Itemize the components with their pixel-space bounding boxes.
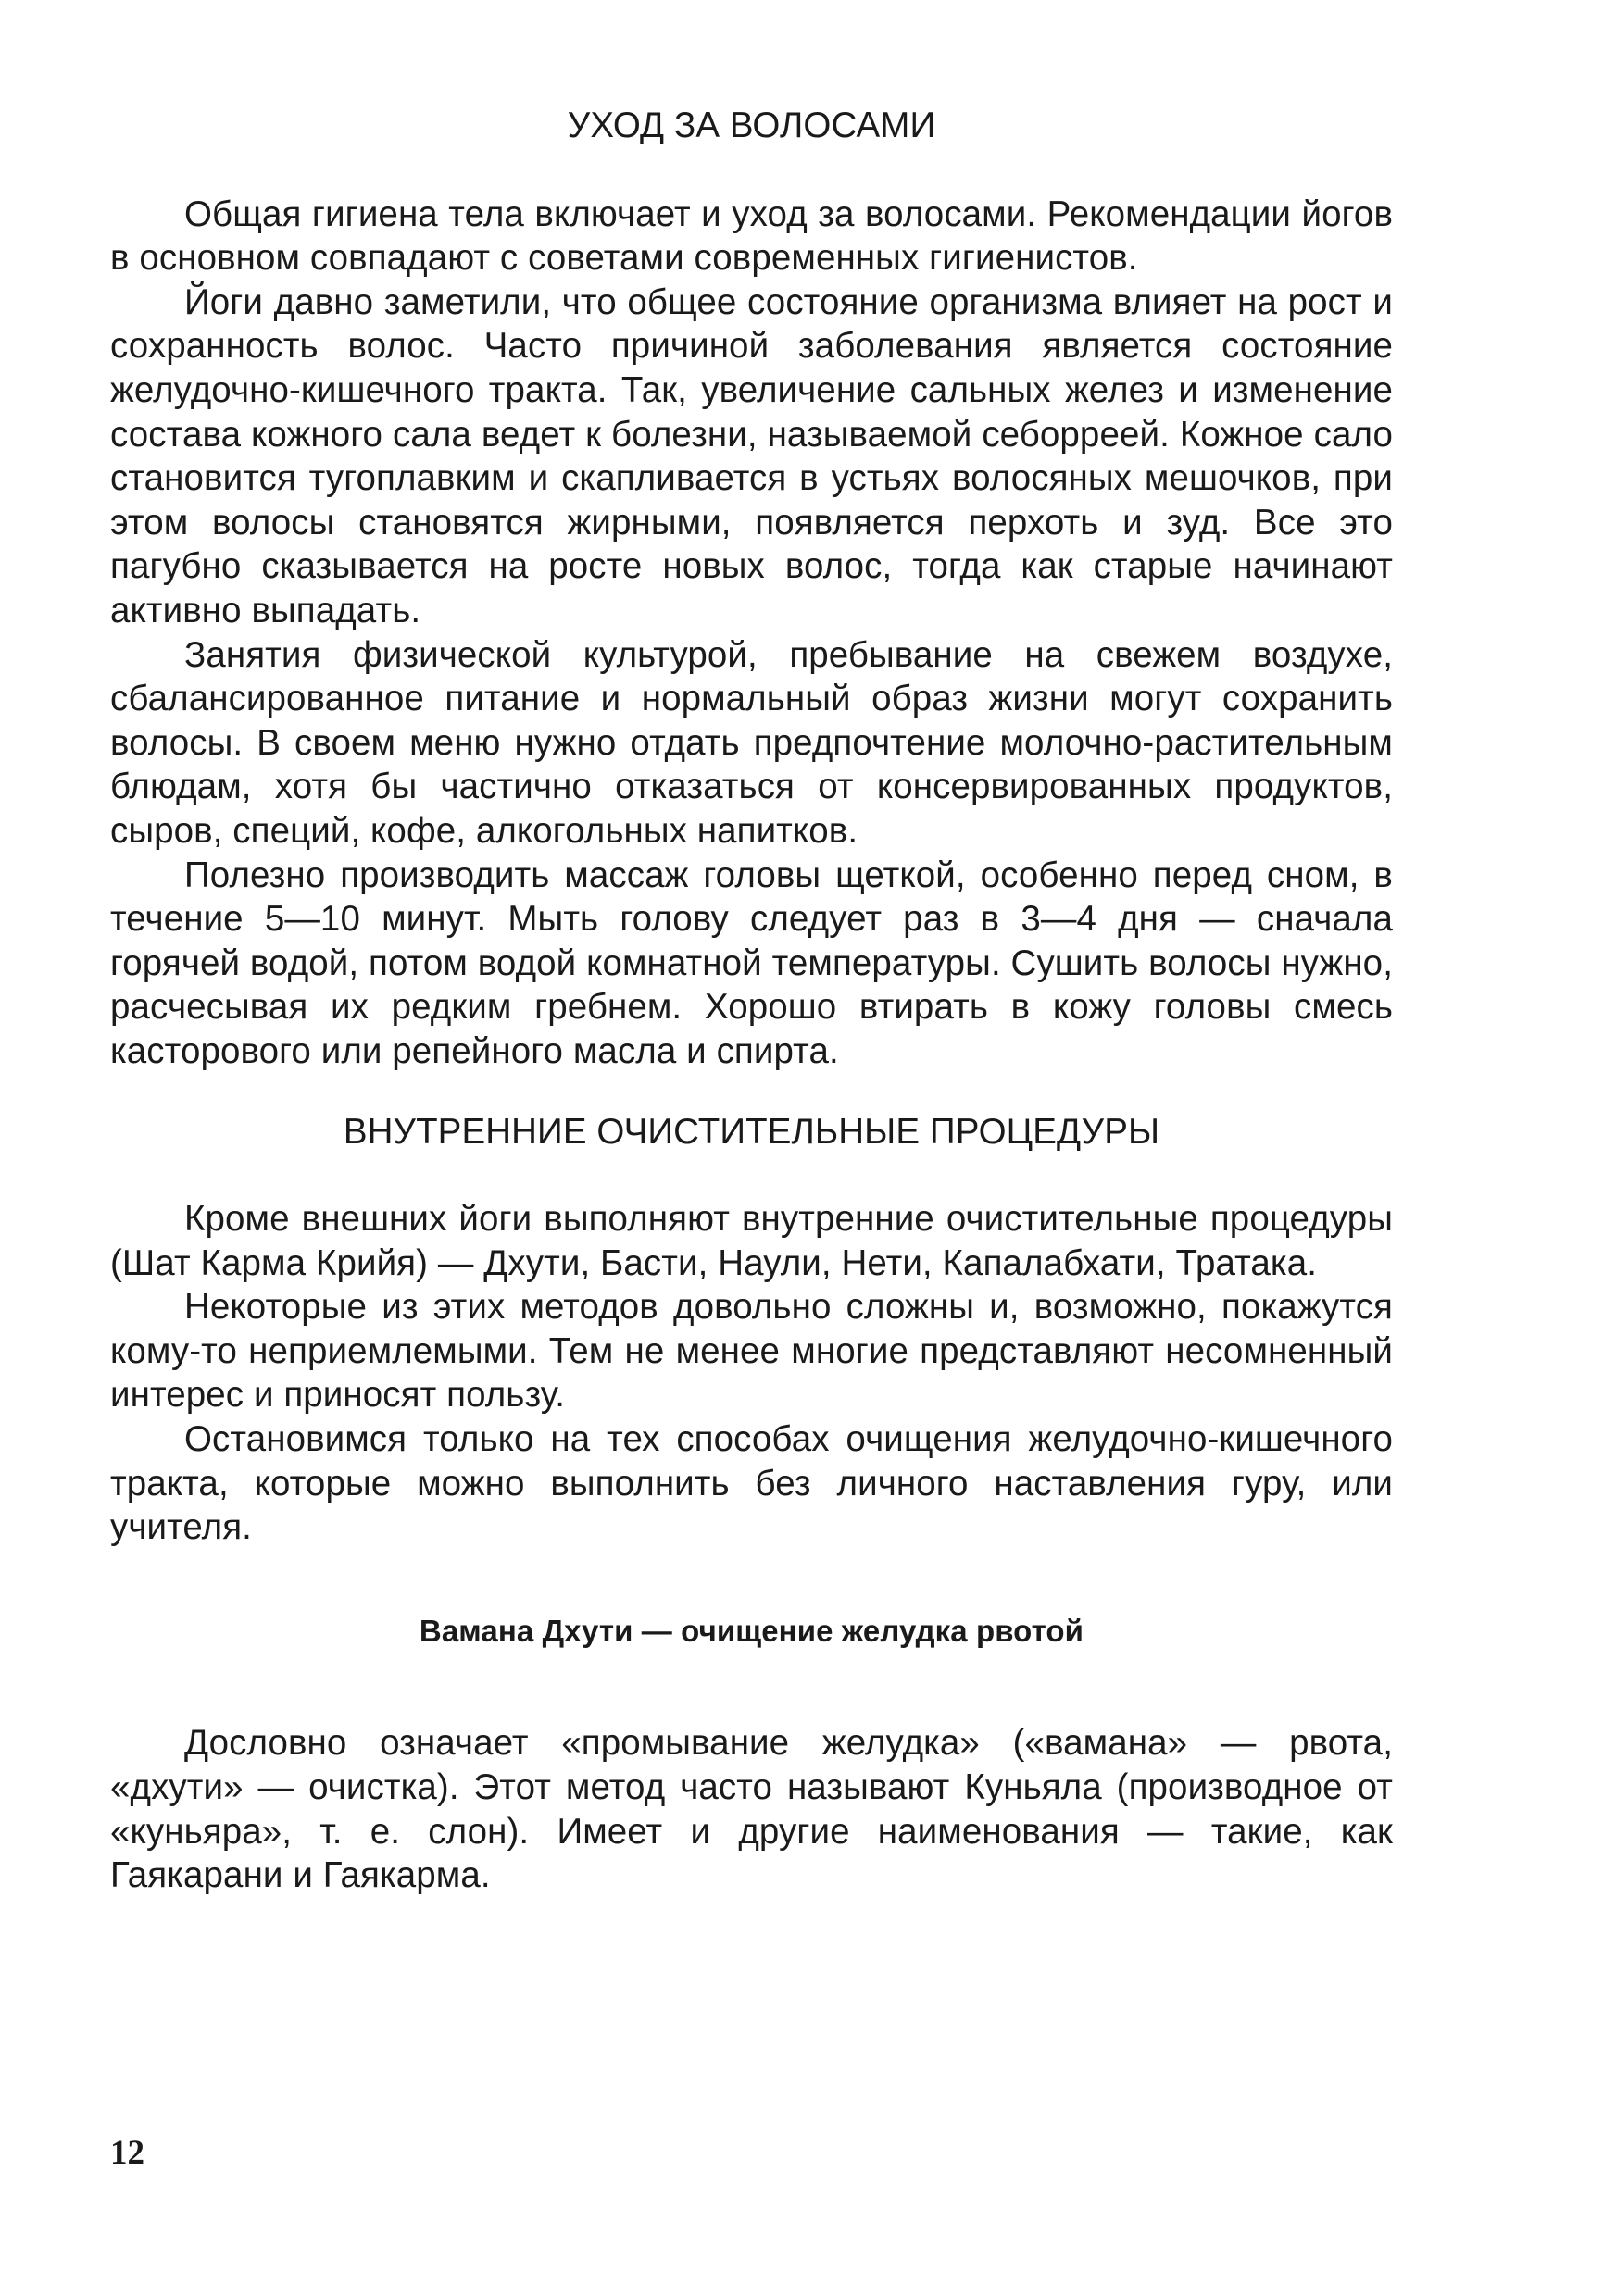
section-heading-hair-care: УХОД ЗА ВОЛОСАМИ — [567, 106, 936, 145]
paragraph: Йоги давно заметили, что общее состояние организма влияет на рост и сохранность волос. Часто причиной заболевания является состояние желудочно-кишечного тракта. Так, увеличение сальных желез и изменение состава кожного сала ведет к болезни, называемой себорреей. Кожное сало становится тугоплавким и скапливается в устьях волосяных мешочков, при этом волосы становятся жирными, появляется перхоть и зуд. Все это пагубно сказывается на росте новых волос, тогда как старые начинают активно выпадать. — [110, 281, 1393, 630]
section-heading-internal-cleansing: ВНУТРЕННИЕ ОЧИСТИТЕЛЬНЫЕ ПРОЦЕДУРЫ — [343, 1112, 1160, 1153]
paragraph: Полезно производить массаж головы щеткой, особенно перед сном, в течение 5—10 минут. Мыть голову следует раз в 3—4 дня — сначала горячей водой, потом водой комнатной температуры. Сушить волосы нужно, расчесывая их редким гребнем. Хорошо втирать в кожу головы смесь касторового или репейного масла и спирта. — [110, 855, 1393, 1071]
paragraph: Общая гигиена тела включает и уход за волосами. Рекомендации йогов в основном совпадают с советами современных гигиенистов. — [110, 193, 1393, 279]
paragraph: Кроме внешних йоги выполняют внутренние очистительные процедуры (Шат Карма Крийя) — Дхути, Басти, Наули, Нети, Капалабхати, Тратака. — [110, 1199, 1393, 1283]
paragraph: Дословно означает «промывание желудка» («вамана» — рвота, «дхути» — очистка). Этот метод часто называют Куньяла (производное от «куньяра», т. е. слон). Имеет и другие наименования — такие, как Гаякарани и Гаякарма. — [110, 1723, 1393, 1896]
page-number: 12 — [110, 2134, 144, 2172]
subsection-heading-vamana-dhauti: Вамана Дхути — очищение желудка рвотой — [419, 1613, 1084, 1648]
paragraph: Занятия физической культурой, пребывание на свежем воздухе, сбалансированное питание и нормальный образ жизни могут сохранить волосы. В своем меню нужно отдать предпочтение молочно-растительным блюдам, хотя бы частично отказаться от консервированных продуктов, сыров, специй, кофе, алкогольных напитков. — [110, 634, 1393, 851]
paragraph: Остановимся только на тех способах очищения желудочно-кишечного тракта, которые можно выполнить без личного наставления гуру, или учителя. — [110, 1419, 1393, 1548]
paragraph: Некоторые из этих методов довольно сложны и, возможно, покажутся кому-то неприемлемыми. Тем не менее многие представляют несомненный интерес и приносят пользу. — [110, 1287, 1393, 1416]
page-body — [110, 104, 1393, 1898]
